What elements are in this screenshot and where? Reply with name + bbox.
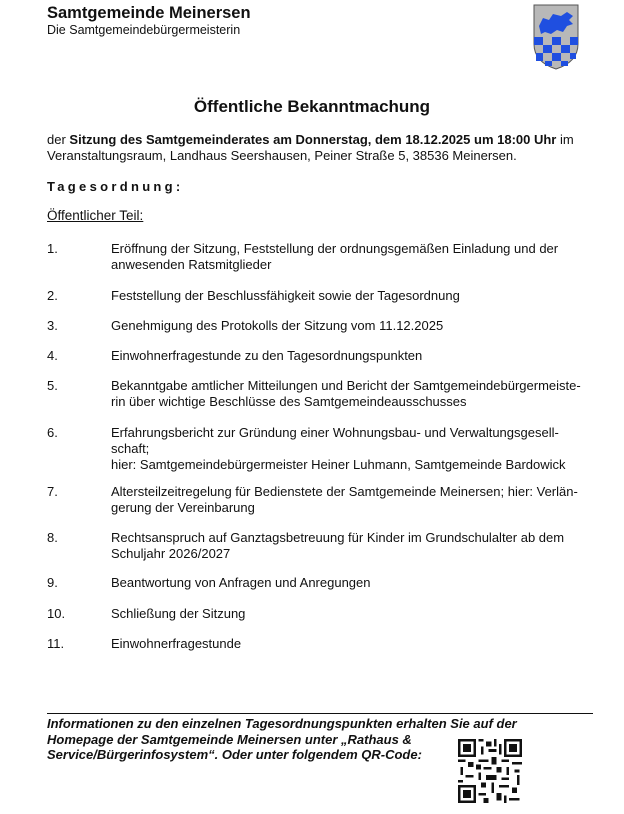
agenda-text-line: Erfahrungsbericht zur Gründung einer Wohnungsbau- und Verwaltungsgesell-schaft; xyxy=(111,425,559,456)
agenda-text: Einwohnerfragestunde xyxy=(111,636,242,651)
agenda-text: Genehmigung des Protokolls der Sitzung vom 11.12.2025 xyxy=(111,318,444,333)
agenda-text: Eröffnung der Sitzung, Feststellung der ordnungsgemäßen Einladung und der anwesenden Ratsmitglieder xyxy=(111,241,559,272)
agenda-number: 5. xyxy=(47,378,58,393)
agenda-text: Bekanntgabe amtlicher Mitteilungen und Bericht der Samtgemeindebürgermeiste-rin über wichtige Beschlüsse des Samtgemeindeausschusses xyxy=(111,378,581,409)
agenda-text xyxy=(111,425,591,473)
page-title: Öffentliche Bekanntmachung xyxy=(193,97,431,116)
public-part-heading: Öffentlicher Teil: xyxy=(47,208,144,223)
intro-prefix: der xyxy=(47,132,70,147)
agenda-text: Rechtsanspruch auf Ganztagsbetreuung für Kinder im Grundschulalter ab dem Schuljahr 2026/2027 xyxy=(111,530,565,561)
agenda-text: Beantwortung von Anfragen und Anregungen xyxy=(111,575,371,590)
agenda-number: 6. xyxy=(47,425,58,440)
agenda-heading: Tagesordnung: xyxy=(47,179,184,194)
agenda-text: Schließung der Sitzung xyxy=(111,606,246,621)
organization-name: Samtgemeinde Meinersen xyxy=(47,4,251,22)
agenda-number: 3. xyxy=(47,318,58,333)
agenda-text: Einwohnerfragestunde zu den Tagesordnungspunkten xyxy=(111,348,423,363)
organization-subtitle: Die Samtgemeindebürgermeisterin xyxy=(47,23,241,37)
agenda-number: 2. xyxy=(47,288,58,303)
agenda-text-line: hier: Samtgemeindebürgermeister Heiner Luhmann, Samtgemeinde Bardowick xyxy=(111,457,566,472)
agenda-number: 11. xyxy=(47,636,65,651)
meeting-intro xyxy=(47,132,597,164)
coat-of-arms-icon xyxy=(533,4,579,70)
intro-meeting-details: Sitzung des Samtgemeinderates am Donnerstag, dem 18.12.2025 um 18:00 Uhr xyxy=(69,132,557,147)
agenda-text: Feststellung der Beschlussfähigkeit sowie der Tagesordnung xyxy=(111,288,460,303)
footer-divider xyxy=(47,713,593,714)
agenda-number: 1. xyxy=(47,241,58,256)
intro-location: im Veranstaltungsraum, Landhaus Seershausen, Peiner Straße 5, 38536 Meinersen. xyxy=(47,132,574,163)
agenda-number: 9. xyxy=(47,575,58,590)
qr-code-icon[interactable] xyxy=(458,739,522,803)
agenda-number: 7. xyxy=(47,484,58,499)
agenda-number: 4. xyxy=(47,348,58,363)
agenda-number: 8. xyxy=(47,530,58,545)
footer-info: Informationen zu den einzelnen Tagesordnungspunkten erhalten Sie auf der Homepage der Samtgemeinde Meinersen unter „Rathaus & Service/Bürgerinfosystem“. Oder unter folgendem QR-Code: xyxy=(47,716,517,762)
agenda-number: 10. xyxy=(47,606,66,621)
agenda-text: Altersteilzeitregelung für Bedienstete der Samtgemeinde Meinersen; hier: Verlän-gerung der Vereinbarung xyxy=(111,484,578,515)
